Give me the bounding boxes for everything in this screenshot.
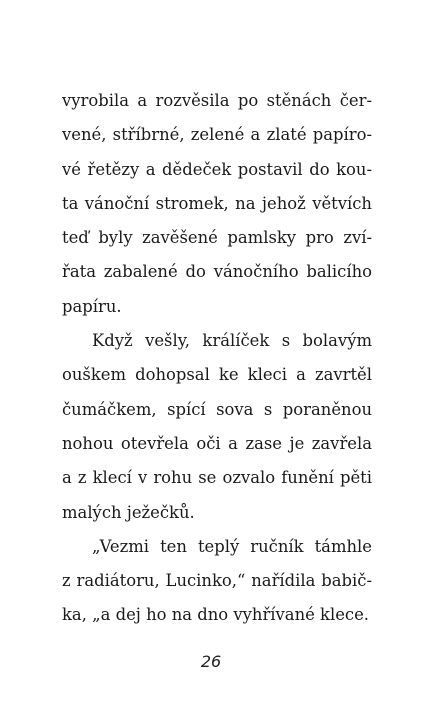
text-line: „Vezmi ten teplý ručník támhle	[92, 536, 372, 556]
text-line: nohou otevřela oči a zase je zavřela	[62, 433, 372, 453]
text-line: Když vešly, králíček s bolavým	[92, 331, 372, 351]
text-line: z radiátoru, Lucinko,“ nařídila babič-	[62, 571, 372, 591]
text-line: vené, stříbrné, zelené a zlaté papíro-	[62, 125, 372, 145]
text-line: řata zabalené do vánočního balicího	[62, 262, 372, 282]
text-line: čumáčkem, spící sova s poraněnou	[62, 399, 372, 419]
body-text	[62, 84, 372, 633]
text-line: vé řetězy a dědeček postavil do kou-	[62, 159, 372, 179]
page-number: 26	[200, 652, 222, 671]
text-line: papíru.	[62, 296, 122, 316]
text-line: vyrobila a rozvěsila po stěnách čer-	[62, 91, 372, 110]
text-line: teď byly zavěšené pamlsky pro zví-	[62, 228, 372, 248]
text-line: ka, „a dej ho na dno vyhřívané klece.	[62, 605, 369, 625]
text-line: ta vánoční stromek, na jehož větvích	[62, 193, 372, 213]
text-line: a z klecí v rohu se ozvalo funění pěti	[62, 468, 372, 488]
text-line: ouškem dohopsal ke kleci a zavrtěl	[62, 365, 372, 385]
text-line: malých ježečků.	[62, 502, 195, 522]
